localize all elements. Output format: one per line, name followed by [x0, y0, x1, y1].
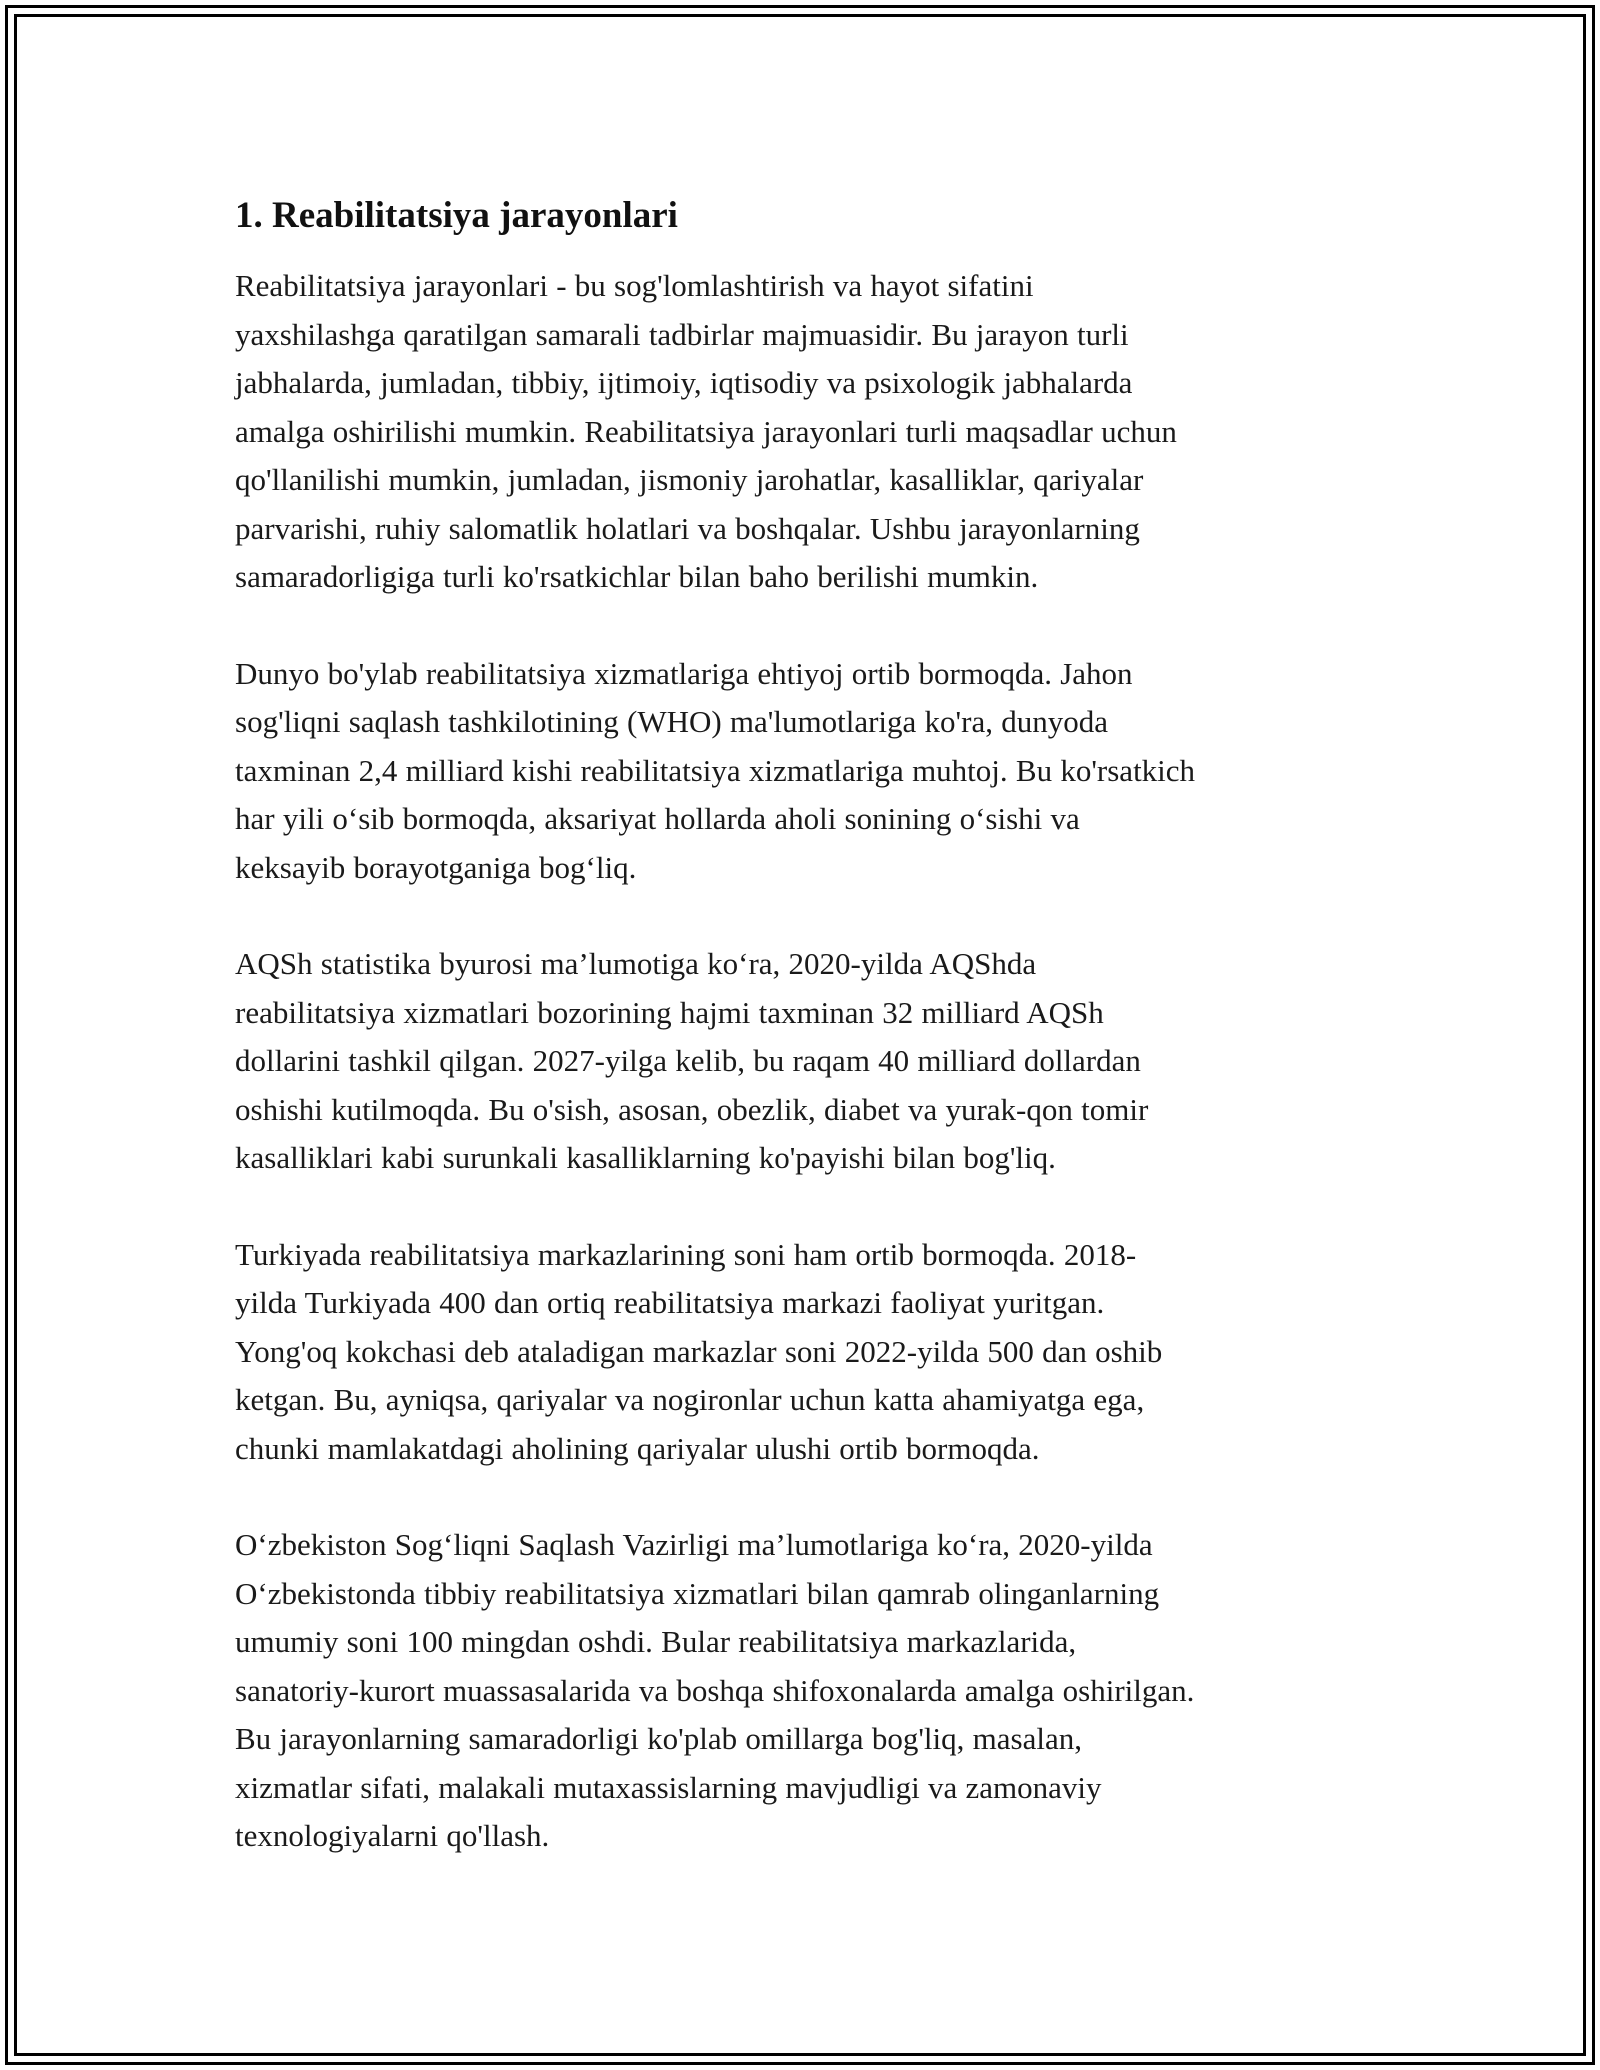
text-line: samaradorligiga turli ko'rsatkichlar bilan baho berilishi mumkin.	[235, 559, 1039, 594]
text-line: Reabilitatsiya jarayonlari - bu sog'lomlashtirish va hayot sifatini	[235, 268, 1034, 303]
text-line: keksayib borayotganiga bog‘liq.	[235, 849, 637, 885]
text-line: xizmatlar sifati, malakali mutaxassislarning mavjudligi va zamonaviy	[235, 1769, 1102, 1805]
text-line: umumiy soni 100 mingdan oshdi. Bular reabilitatsiya markazlarida,	[235, 1624, 1077, 1659]
text-line: dollarini tashkil qilgan. 2027-yilga kelib, bu raqam 40 milliard dollardan	[235, 1043, 1141, 1078]
text-line: Yong'oq kokchasi deb ataladigan markazlar soni 2022-yilda 500 dan oshib	[235, 1333, 1163, 1369]
text-line: reabilitatsiya xizmatlari bozorining hajmi taxminan 32 milliard AQSh	[235, 994, 1104, 1030]
text-line: qo'llanilishi mumkin, jumladan, jismoniy jarohatlar, kasalliklar, qariyalar	[235, 462, 1144, 497]
text-line: sanatoriy-kurort muassasalarida va boshqa shifoxonalarda amalga oshirilgan.	[235, 1672, 1195, 1708]
text-line: parvarishi, ruhiy salomatlik holatlari va boshqalar. Ushbu jarayonlarning	[235, 510, 1140, 546]
paragraph-turkey	[235, 1231, 1385, 1474]
text-line: amalga oshirilishi mumkin. Reabilitatsiya jarayonlari turli maqsadlar uchun	[235, 413, 1177, 449]
text-line: jabhalarda, jumladan, tibbiy, ijtimoiy, iqtisodiy va psixologik jabhalarda	[235, 365, 1133, 400]
text-line: texnologiyalarni qo'llash.	[235, 1818, 550, 1853]
section-heading: 1. Reabilitatsiya jarayonlari	[235, 195, 678, 236]
text-line: Turkiyada reabilitatsiya markazlarining soni ham ortib bormoqda. 2018-	[235, 1236, 1137, 1272]
paragraph-uzbekistan	[235, 1521, 1385, 1861]
document-body	[235, 190, 1385, 1909]
text-line: Dunyo bo'ylab reabilitatsiya xizmatlariga ehtiyoj ortib bormoqda. Jahon	[235, 655, 1133, 691]
text-line: Bu jarayonlarning samaradorligi ko'plab omillarga bog'liq, masalan,	[235, 1721, 1082, 1756]
text-line: oshishi kutilmoqda. Bu o'sish, asosan, obezlik, diabet va yurak-qon tomir	[235, 1091, 1149, 1127]
text-line: O‘zbekiston Sog‘liqni Saqlash Vazirligi ma’lumotlariga ko‘ra, 2020-yilda	[235, 1527, 1153, 1562]
paragraph-world	[235, 650, 1385, 893]
text-line: yilda Turkiyada 400 dan ortiq reabilitatsiya markazi faoliyat yuritgan.	[235, 1285, 1105, 1320]
text-line: yaxshilashga qaratilgan samarali tadbirlar majmuasidir. Bu jarayon turli	[235, 316, 1129, 352]
text-line: kasalliklari kabi surunkali kasalliklarning ko'payishi bilan bog'liq.	[235, 1140, 1056, 1175]
paragraph-intro	[235, 262, 1385, 602]
text-line: chunki mamlakatdagi aholining qariyalar ulushi ortib bormoqda.	[235, 1430, 1040, 1466]
text-line: AQSh statistika byurosi ma’lumotiga ko‘ra, 2020-yilda AQShda	[235, 946, 1037, 981]
text-line: O‘zbekistonda tibbiy reabilitatsiya xizmatlari bilan qamrab olinganlarning	[235, 1575, 1160, 1611]
paragraph-usa	[235, 940, 1385, 1183]
text-line: har yili o‘sib bormoqda, aksariyat hollarda aholi sonining o‘sishi va	[235, 801, 1080, 836]
text-line: taxminan 2,4 milliard kishi reabilitatsiya xizmatlariga muhtoj. Bu ko'rsatkich	[235, 752, 1196, 788]
text-line: ketgan. Bu, ayniqsa, qariyalar va nogironlar uchun katta ahamiyatga ega,	[235, 1382, 1145, 1417]
text-line: sog'liqni saqlash tashkilotining (WHO) ma'lumotlariga ko'ra, dunyoda	[235, 704, 1108, 739]
